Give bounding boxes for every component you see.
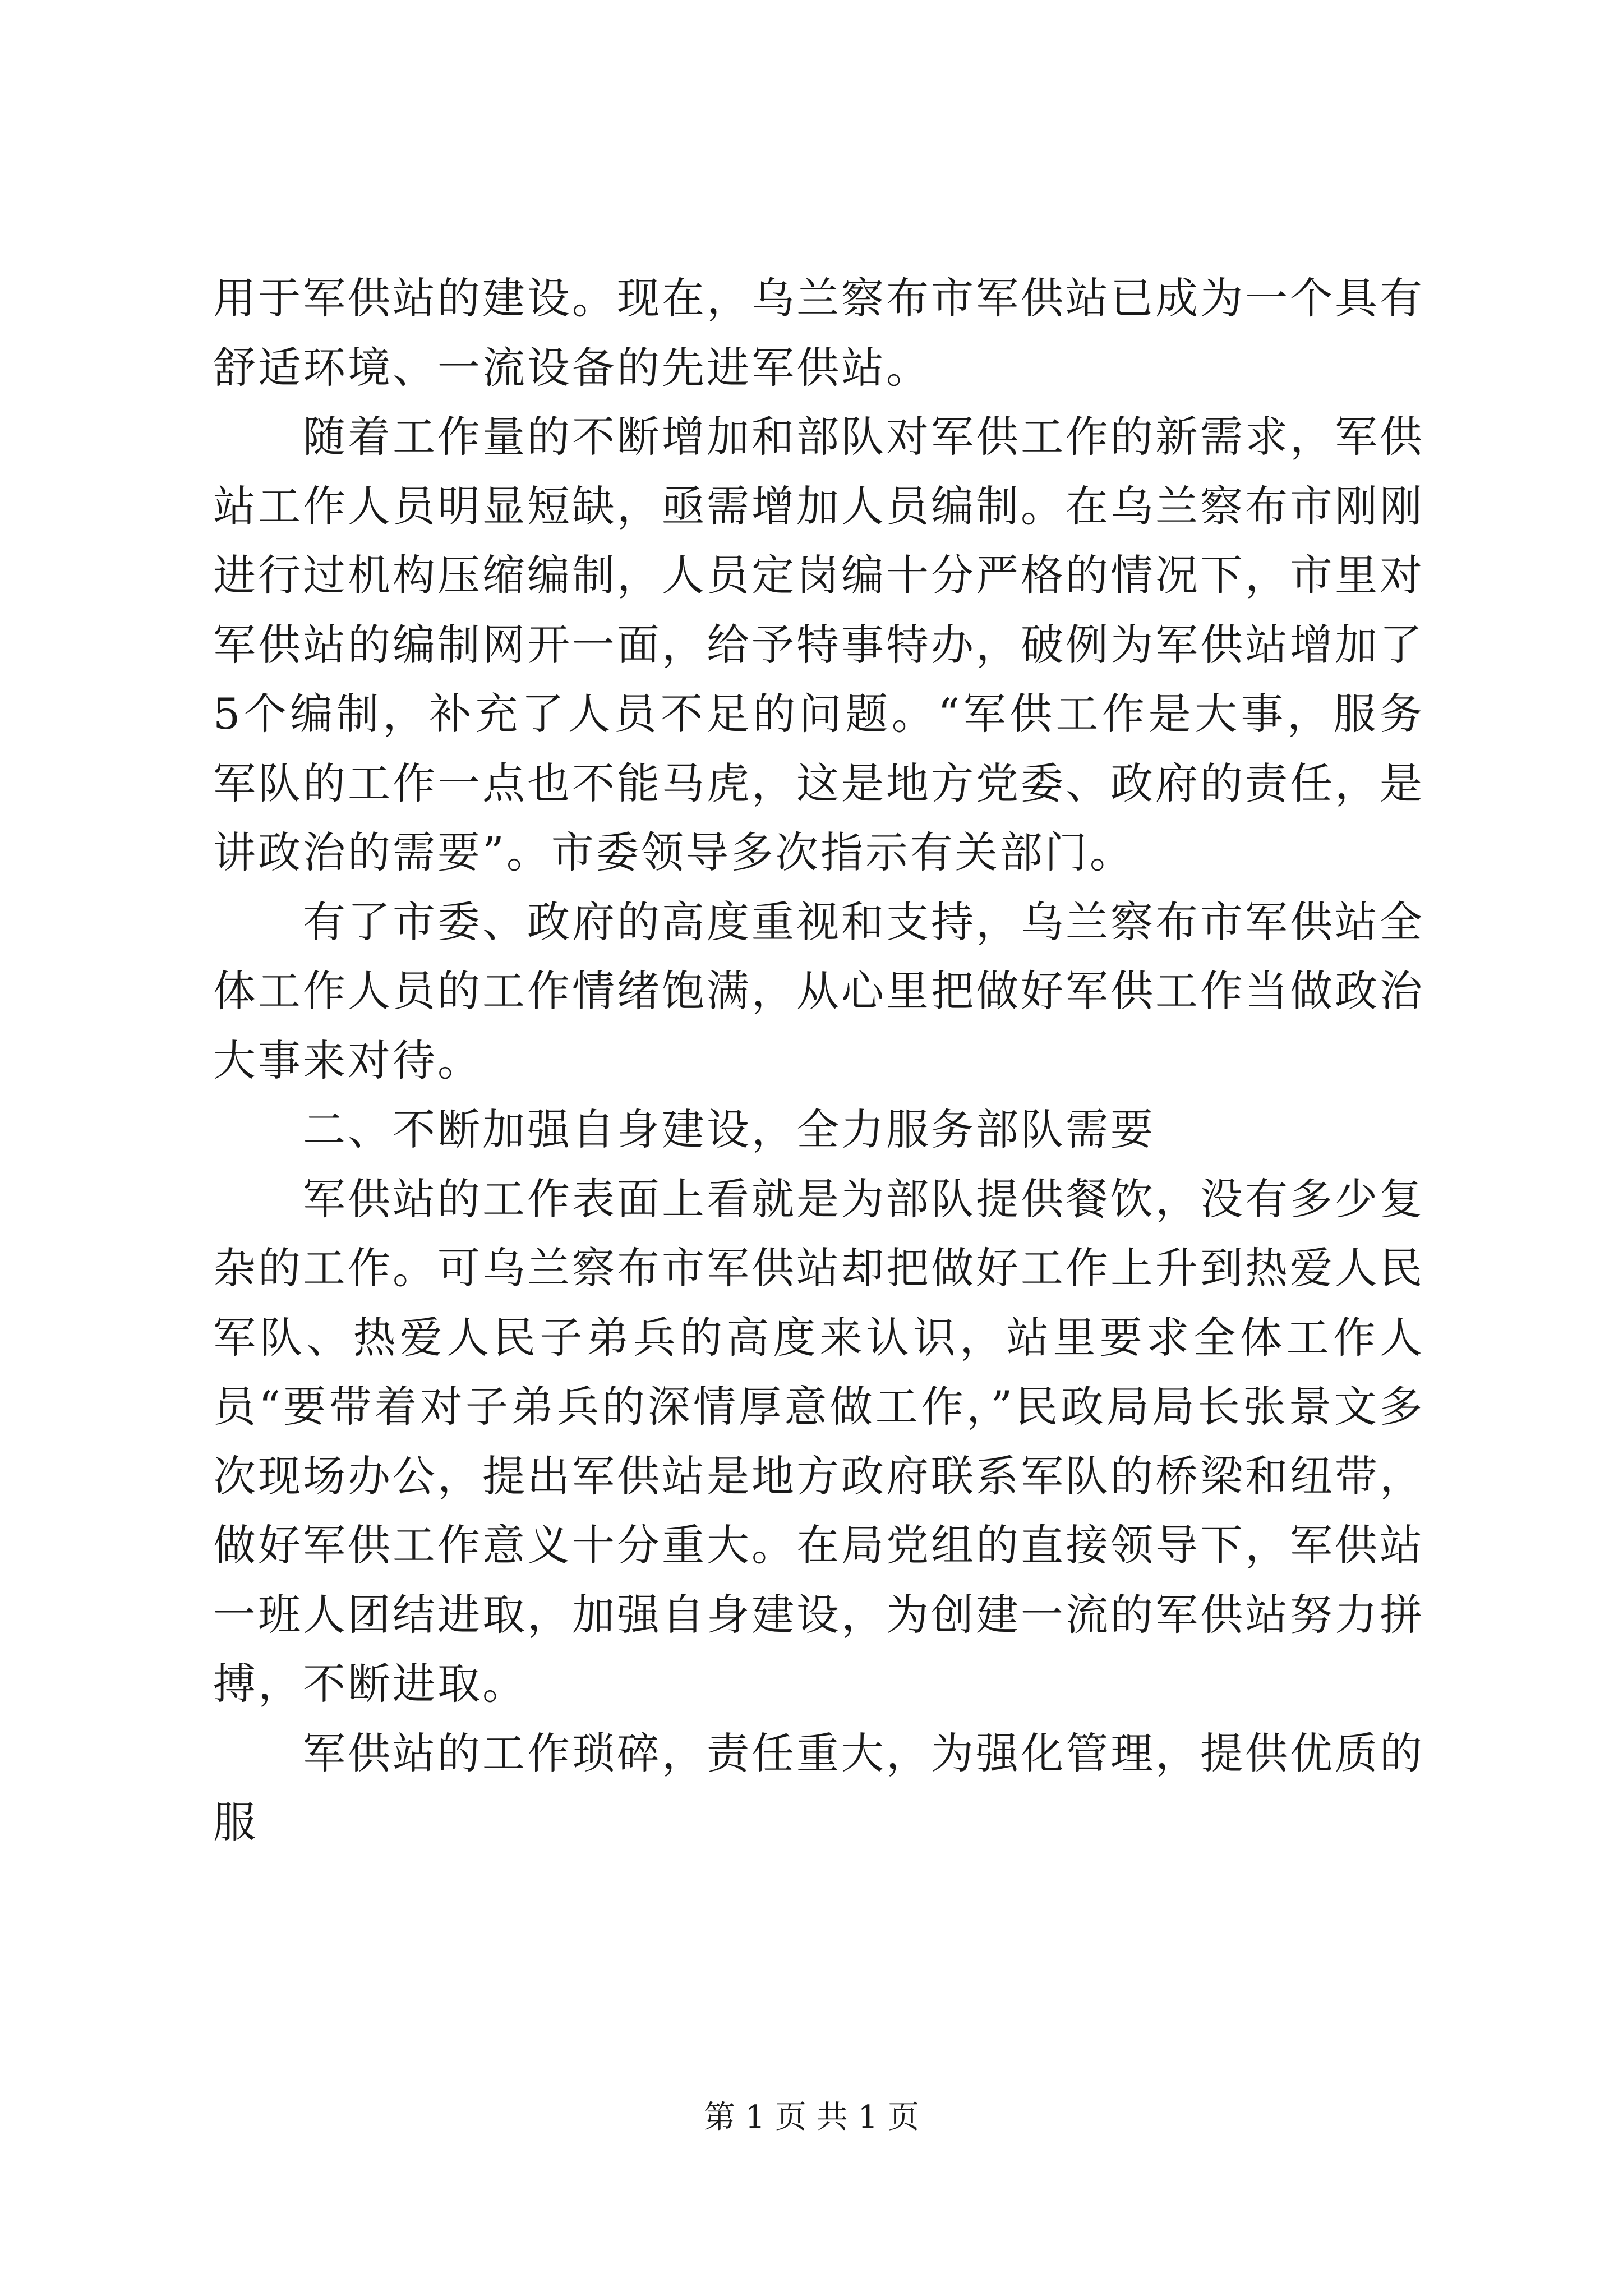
document-body	[213, 264, 1424, 1857]
paragraph-1: 用于军供站的建设。现在，乌兰察布市军供站已成为一个具有舒适环境、一流设备的先进军供站。	[213, 273, 1424, 393]
paragraph-2: 随着工作量的不断增加和部队对军供工作的新需求，军供站工作人员明显短缺，亟需增加人员编制。在乌兰察布市刚刚进行过机构压缩编制，人员定岗编十分严格的情况下，市里对军供站的编制网开一面，给予特事特办，破例为军供站增加了5个编制，补充了人员不足的问题。“军供工作是大事，服务军队的工作一点也不能马虎，这是地方党委、政府的责任，是讲政治的需要”。市委领导多次指示有关部门。	[213, 412, 1424, 877]
page-footer: 第 1 页 共 1 页	[703, 2099, 920, 2136]
paragraph-5: 军供站的工作琐碎，责任重大，为强化管理，提供优质的服	[213, 1728, 1424, 1847]
paragraph-4: 军供站的工作表面上看就是为部队提供餐饮，没有多少复杂的工作。可乌兰察布市军供站却把做好工作上升到热爱人民军队、热爱人民子弟兵的高度来认识，站里要求全体工作人员“要带着对子弟兵的深情厚意做工作，”民政局局长张景文多次现场办公，提出军供站是地方政府联系军队的桥梁和纽带，做好军供工作意义十分重大。在局党组的直接领导下，军供站一班人团结进取，加强自身建设，为创建一流的军供站努力拼搏，不断进取。	[213, 1174, 1424, 1709]
section-heading: 二、不断加强自身建设，全力服务部队需要	[303, 1105, 1155, 1154]
paragraph-3: 有了市委、政府的高度重视和支持，乌兰察布市军供站全体工作人员的工作情绪饱满，从心里把做好军供工作当做政治大事来对待。	[213, 896, 1424, 1085]
